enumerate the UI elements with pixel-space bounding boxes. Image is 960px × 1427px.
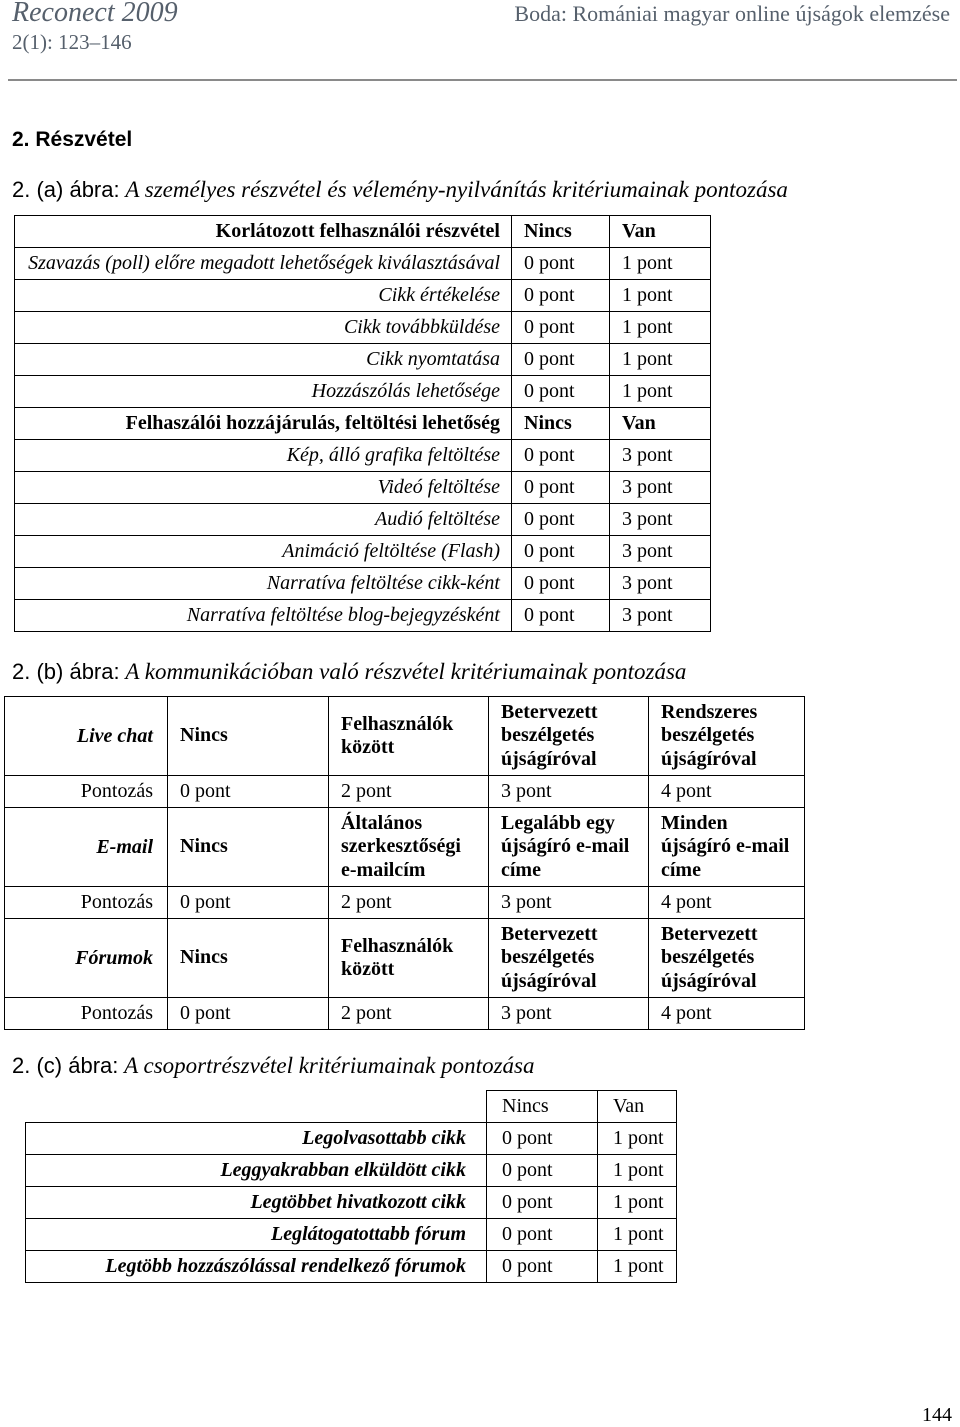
criterion-label: Videó feltöltése <box>15 472 512 504</box>
table-row <box>15 376 711 408</box>
criterion-label: Cikk értékelése <box>15 280 512 312</box>
table-row <box>26 1187 677 1219</box>
figure-b-label: 2. (b) ábra: <box>12 659 120 684</box>
score-yes: 3 pont <box>610 568 711 600</box>
score-value: 2 pont <box>329 998 489 1030</box>
score-no: 0 pont <box>512 248 610 280</box>
score-no: 0 pont <box>487 1155 598 1187</box>
figure-c-label: 2. (c) ábra: <box>12 1053 119 1078</box>
table-row <box>26 1123 677 1155</box>
column-header-yes: Van <box>610 408 711 440</box>
score-yes: 3 pont <box>610 536 711 568</box>
level-cell: Felhasználók között <box>329 919 489 998</box>
score-yes: 1 pont <box>598 1123 677 1155</box>
page-number: 144 <box>922 1404 952 1426</box>
figure-b-table <box>4 696 805 1030</box>
header-rule <box>8 79 957 81</box>
score-no: 0 pont <box>487 1187 598 1219</box>
running-title: Boda: Romániai magyar online újságok elemzése <box>514 1 950 26</box>
table-row <box>15 568 711 600</box>
score-yes: 1 pont <box>598 1187 677 1219</box>
criterion-label: Legolvasottabb cikk <box>26 1123 487 1155</box>
criterion-label: Cikk nyomtatása <box>15 344 512 376</box>
score-value: 0 pont <box>168 776 329 808</box>
table-row <box>15 344 711 376</box>
criterion-label: Cikk továbbküldése <box>15 312 512 344</box>
group-heading: Korlátozott felhasználói részvétel <box>15 216 512 248</box>
score-value: 4 pont <box>649 887 805 919</box>
figure-c-caption <box>12 1052 534 1080</box>
channel-levels-row <box>5 697 805 776</box>
level-cell: Felhasználók között <box>329 697 489 776</box>
score-no: 0 pont <box>512 440 610 472</box>
channel-levels-row <box>5 808 805 887</box>
score-value: 3 pont <box>489 887 649 919</box>
score-yes: 1 pont <box>610 344 711 376</box>
level-cell: Legalább egy újságíró e-mail címe <box>489 808 649 887</box>
score-value: 0 pont <box>168 887 329 919</box>
figure-c-table-body <box>26 1091 677 1283</box>
table-row <box>15 280 711 312</box>
level-cell: Nincs <box>168 808 329 887</box>
score-yes: 3 pont <box>610 600 711 632</box>
score-value: 0 pont <box>168 998 329 1030</box>
column-header-yes: Van <box>610 216 711 248</box>
criterion-label: Narratíva feltöltése cikk-ként <box>15 568 512 600</box>
table-row <box>15 248 711 280</box>
journal-title: Reconect 2009 <box>12 0 178 28</box>
level-cell: Nincs <box>168 697 329 776</box>
score-label: Pontozás <box>5 776 168 808</box>
column-header-no: Nincs <box>512 216 610 248</box>
score-value: 4 pont <box>649 998 805 1030</box>
criterion-label: Szavazás (poll) előre megadott lehetőségek kiválasztásával <box>15 248 512 280</box>
channel-levels-row <box>5 919 805 998</box>
score-value: 4 pont <box>649 776 805 808</box>
score-yes: 1 pont <box>610 280 711 312</box>
score-no: 0 pont <box>512 600 610 632</box>
table-row <box>26 1219 677 1251</box>
empty-header-cell <box>26 1091 487 1123</box>
criterion-label: Audió feltöltése <box>15 504 512 536</box>
score-yes: 3 pont <box>610 472 711 504</box>
score-yes: 1 pont <box>598 1155 677 1187</box>
score-no: 0 pont <box>512 376 610 408</box>
channel-name: Fórumok <box>5 919 168 998</box>
level-cell: Minden újságíró e-mail címe <box>649 808 805 887</box>
figure-b-caption <box>12 658 686 686</box>
score-no: 0 pont <box>487 1123 598 1155</box>
table-row <box>15 472 711 504</box>
score-yes: 1 pont <box>610 312 711 344</box>
column-header-no: Nincs <box>487 1091 598 1123</box>
score-value: 3 pont <box>489 776 649 808</box>
figure-a-caption <box>12 176 788 204</box>
level-cell: Nincs <box>168 919 329 998</box>
score-label: Pontozás <box>5 887 168 919</box>
score-yes: 1 pont <box>610 248 711 280</box>
criterion-label: Animáció feltöltése (Flash) <box>15 536 512 568</box>
figure-b-table-body <box>5 697 805 1030</box>
group-heading: Felhaszálói hozzájárulás, feltöltési lehetőség <box>15 408 512 440</box>
figure-a-caption-text: A személyes részvétel és vélemény-nyilvánítás kritériumainak pontozása <box>125 177 788 202</box>
column-header-no: Nincs <box>512 408 610 440</box>
score-row <box>5 998 805 1030</box>
score-yes: 1 pont <box>598 1251 677 1283</box>
level-cell: Betervezett beszélgetés újságíróval <box>489 919 649 998</box>
level-cell: Betervezett beszélgetés újságíróval <box>649 919 805 998</box>
figure-b-caption-text: A kommunikációban való részvétel kritériumainak pontozása <box>125 659 687 684</box>
header-row <box>26 1091 677 1123</box>
score-yes: 1 pont <box>598 1219 677 1251</box>
criterion-label: Kép, álló grafika feltöltése <box>15 440 512 472</box>
column-header-yes: Van <box>598 1091 677 1123</box>
figure-c-caption-text: A csoportrészvétel kritériumainak pontozása <box>124 1053 535 1078</box>
issue-pages: 2(1): 123–146 <box>12 30 132 54</box>
group-heading-row <box>15 408 711 440</box>
level-cell: Betervezett beszélgetés újságíróval <box>489 697 649 776</box>
table-row <box>15 440 711 472</box>
table-row <box>15 312 711 344</box>
criterion-label: Legtöbbet hivatkozott cikk <box>26 1187 487 1219</box>
table-row <box>15 504 711 536</box>
figure-a-label: 2. (a) ábra: <box>12 177 120 202</box>
score-yes: 3 pont <box>610 440 711 472</box>
criterion-label: Leglátogatottabb fórum <box>26 1219 487 1251</box>
score-value: 2 pont <box>329 776 489 808</box>
score-label: Pontozás <box>5 998 168 1030</box>
level-cell: Rendszeres beszélgetés újságíróval <box>649 697 805 776</box>
channel-name: E-mail <box>5 808 168 887</box>
score-no: 0 pont <box>487 1251 598 1283</box>
score-value: 2 pont <box>329 887 489 919</box>
score-no: 0 pont <box>512 280 610 312</box>
group-heading-row <box>15 216 711 248</box>
criterion-label: Leggyakrabban elküldött cikk <box>26 1155 487 1187</box>
score-yes: 3 pont <box>610 504 711 536</box>
score-no: 0 pont <box>487 1219 598 1251</box>
score-row <box>5 887 805 919</box>
criterion-label: Narratíva feltöltése blog-bejegyzésként <box>15 600 512 632</box>
level-cell: Általános szerkesztőségi e-mailcím <box>329 808 489 887</box>
score-no: 0 pont <box>512 536 610 568</box>
score-yes: 1 pont <box>610 376 711 408</box>
score-value: 3 pont <box>489 998 649 1030</box>
score-no: 0 pont <box>512 344 610 376</box>
criterion-label: Legtöbb hozzászólással rendelkező fórumok <box>26 1251 487 1283</box>
figure-a-table-body <box>15 216 711 632</box>
score-no: 0 pont <box>512 312 610 344</box>
figure-c-table <box>25 1090 677 1283</box>
channel-name: Live chat <box>5 697 168 776</box>
figure-a-table <box>14 215 711 632</box>
table-row <box>26 1251 677 1283</box>
table-row <box>15 600 711 632</box>
table-row <box>26 1155 677 1187</box>
table-row <box>15 536 711 568</box>
criterion-label: Hozzászólás lehetősége <box>15 376 512 408</box>
score-no: 0 pont <box>512 472 610 504</box>
score-row <box>5 776 805 808</box>
section-title: 2. Részvétel <box>12 128 133 151</box>
score-no: 0 pont <box>512 568 610 600</box>
score-no: 0 pont <box>512 504 610 536</box>
